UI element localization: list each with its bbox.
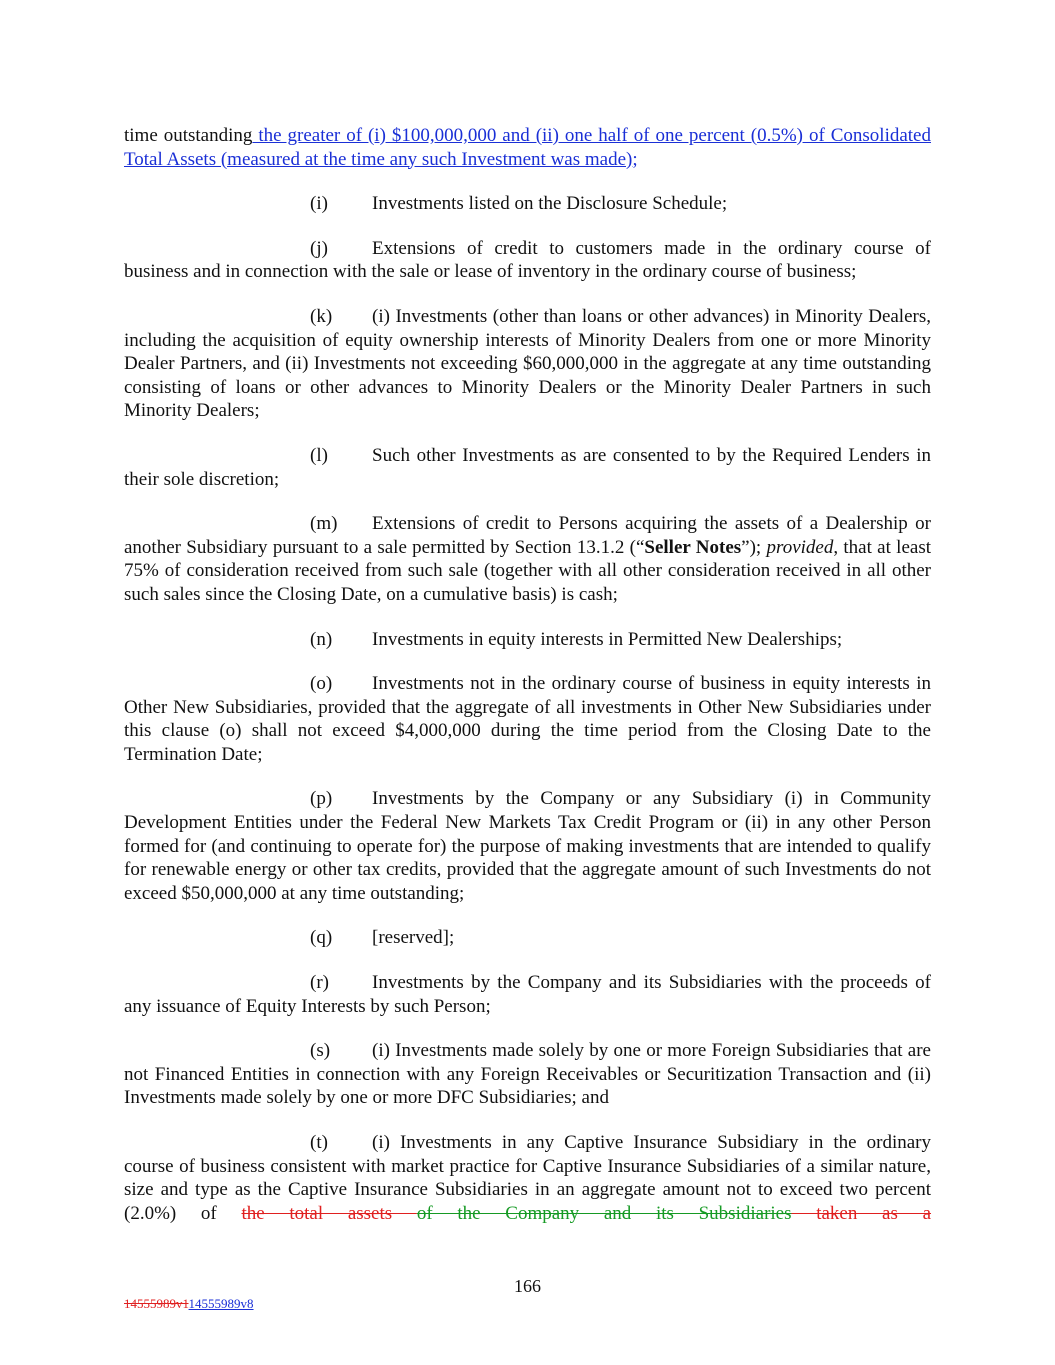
clause-number: (p) [310, 788, 333, 810]
clause-text-a: Extensions of credit to Persons acquiring the assets of a Dealership or another Subsidiary pursuant to a sale permitted by Section 13.1.2 (“ [124, 513, 931, 558]
document-id [124, 1296, 254, 1312]
italic-term: provided [766, 536, 834, 558]
clause-text: [reserved]; [372, 927, 455, 949]
clause-n [124, 628, 931, 652]
clause-number: (j) [310, 237, 328, 259]
clause-q [124, 926, 931, 950]
clause-o [124, 672, 931, 766]
clause-number: (q) [310, 927, 333, 949]
clause-number: (t) [310, 1132, 328, 1153]
clause-m [124, 512, 931, 606]
clause-t [124, 1131, 931, 1225]
clause-j [124, 237, 931, 284]
clause-number: (k) [310, 305, 333, 327]
clause-text: Extensions of credit to customers made in the ordinary course of business and in connection with the sale or lease of inventory in the ordinary course of business; [124, 237, 931, 283]
doc-id-old: 14555989v1 [124, 1296, 189, 1311]
intro-prefix: time outstanding [124, 125, 253, 146]
clause-text: Such other Investments as are consented to by the Required Lenders in their sole discretion; [124, 444, 931, 490]
clause-text-c: , that at least 75% of consideration received from such sale (together with all other consideration received in all other such sales since the Closing Date, on a cumulative basis) is cash; [124, 536, 931, 605]
clause-text: Investments not in the ordinary course of business in equity interests in Other New Subsidiaries, provided that the aggregate of all investments in Other New Subsidiaries under this clause (o) shall not exceed $4,000,000 during the time period from the Closing Date to the Termination Date; [124, 673, 931, 765]
clause-text: (i) Investments made solely by one or more Foreign Subsidiaries that are not Financed Entities in connection with any Foreign Receivables or Securitization Transaction and (ii) Investments made solely by one or more DFC Subsidiaries; and [124, 1040, 931, 1109]
deleted-text-green: of the Company and its Subsidiaries [416, 1202, 792, 1224]
document-page [124, 124, 931, 1246]
clause-p [124, 787, 931, 905]
clause-s [124, 1039, 931, 1110]
clause-number: (i) [310, 193, 328, 215]
clause-text: (i) Investments in any Captive Insurance Subsidiary in the ordinary course of business consistent with market practice for Captive Insurance Subsidiaries of a similar nature, size and type as the Captive Insurance Subsidiaries in an aggregate amount not to exceed two percent (2.0%) of [124, 1132, 931, 1224]
clause-k [124, 305, 931, 423]
clause-number: (n) [310, 628, 333, 650]
clause-i [124, 192, 931, 216]
intro-paragraph [124, 124, 931, 171]
clause-text-b: ”); [741, 536, 767, 558]
page-number: 166 [514, 1276, 541, 1296]
clause-l [124, 444, 931, 491]
clause-number: (l) [310, 444, 328, 466]
clause-number: (m) [310, 513, 338, 535]
clause-text: Investments by the Company or any Subsidiary (i) in Community Development Entities under the Federal New Markets Tax Credit Program or (ii) in any other Person formed for (and continuing to operate for) the purpose of making investments that are intended to qualify for renewable energy or other tax credits, provided that the aggregate amount of such Investments do not exceed $50,000,000 at any time outstanding; [124, 788, 931, 904]
inserted-text: the greater of (i) $100,000,000 and (ii) one half of one percent (0.5%) of Consolidated Total Assets (measured at the time any such Investment was made) [124, 125, 931, 170]
clause-number: (r) [310, 972, 329, 994]
clause-number: (o) [310, 673, 333, 695]
clause-text: Investments listed on the Disclosure Schedule; [372, 193, 728, 215]
intro-suffix: ; [632, 148, 638, 170]
defined-term: Seller Notes [644, 536, 742, 558]
clause-number: (s) [310, 1040, 331, 1062]
clause-r [124, 971, 931, 1018]
clause-text: Investments by the Company and its Subsidiaries with the proceeds of any issuance of Equity Interests by such Person; [124, 972, 931, 1017]
doc-id-new: 14555989v8 [188, 1296, 254, 1311]
deleted-text-red-2: taken as a [791, 1202, 932, 1224]
deleted-text-red: the total assets [241, 1202, 417, 1224]
clause-text: Investments in equity interests in Permitted New Dealerships; [372, 628, 843, 650]
clause-text: (i) Investments (other than loans or other advances) in Minority Dealers, including the acquisition of equity ownership interests of Minority Dealers from one or more Minority Dealer Partners, and (ii) Investments not exceeding $60,000,000 in the aggregate at any time outstanding consisting of loans or other advances to Minority Dealers or the Minority Dealer Partners in such Minority Dealers; [124, 305, 931, 422]
